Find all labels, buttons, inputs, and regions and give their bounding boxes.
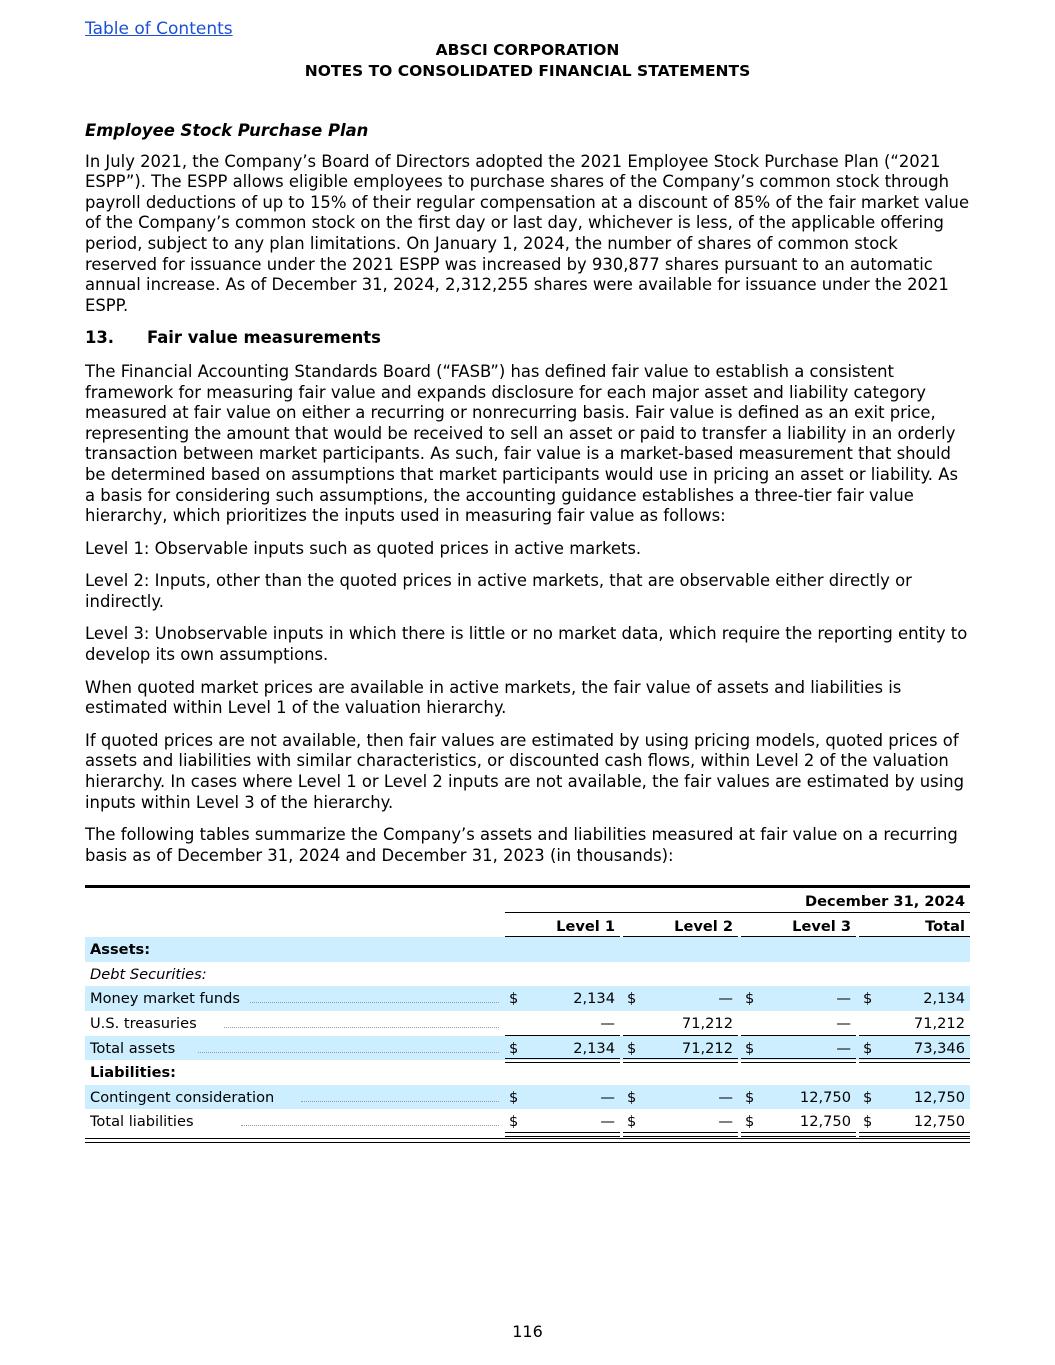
fv-paragraph-intro: The Financial Accounting Standards Board (“FASB”) has defined fair value to establish a consistent framework for measuring fair value and expands disclosure for each major asset and liability category measured at fair value on either a recurring or nonrecurring basis. Fair value is defined as an exit price, representing the amount that would be received to sell an asset or paid to transfer a liability in an orderly transaction between market participants. As such, fair value is a market-based measurement that should be determined based on assumptions that market participants would use in pricing an asset or liability. As a basis for considering such assumptions, the accounting guidance establishes a three-tier fair value hierarchy, which prioritizes the inputs used in measuring fair value as follows:	[85, 361, 958, 526]
table-row	[85, 962, 970, 987]
currency-symbol: $	[627, 1088, 637, 1106]
table-cell: 71,212	[913, 1014, 965, 1032]
statement-title: NOTES TO CONSOLIDATED FINANCIAL STATEMENTS	[304, 62, 751, 80]
period-header-row	[85, 888, 970, 913]
table-body	[85, 937, 970, 1134]
table-cell: —	[836, 1039, 851, 1057]
table-cell: 71,212	[681, 1039, 733, 1057]
row-label: Money market funds	[90, 990, 240, 1008]
row-leader	[198, 1052, 499, 1053]
cell-double-underline	[741, 1132, 856, 1137]
table-row	[85, 1011, 970, 1036]
table-cell: 2,134	[573, 1039, 615, 1057]
cell-double-underline	[505, 1132, 620, 1137]
row-label: Debt Securities:	[90, 965, 207, 983]
currency-symbol: $	[627, 1039, 637, 1057]
currency-symbol: $	[745, 1113, 755, 1131]
column-header: Level 1	[556, 917, 615, 935]
table-cell: —	[836, 1014, 851, 1032]
table-row	[85, 1085, 970, 1110]
column-header: Level 3	[792, 917, 851, 935]
row-leader	[241, 1125, 499, 1126]
table-cell: 71,212	[681, 1014, 733, 1032]
table-bottom-rule	[85, 1138, 970, 1143]
table-cell: —	[836, 990, 851, 1008]
cell-double-underline	[859, 1132, 970, 1137]
fv-paragraph-level2: Level 2: Inputs, other than the quoted prices in active markets, that are observable either directly or indirectly.	[85, 571, 912, 611]
row-leader	[301, 1101, 499, 1102]
espp-paragraph: In July 2021, the Company’s Board of Directors adopted the 2021 Employee Stock Purchase Plan (“2021 ESPP”). The ESPP allows eligible employees to purchase shares of the Company’s common stock through payroll deductions of up to 15% of their regular compensation at a discount of 85% of the fair market value of the Company’s common stock on the first day or last day, whichever is less, of the applicable offering period, subject to any plan limitations. On January 1, 2024, the number of shares of common stock reserved for issuance under the 2021 ESPP was increased by 930,877 shares pursuant to an automatic annual increase. As of December 31, 2024, 2,312,255 shares were available for issuance under the 2021 ESPP.	[85, 151, 970, 315]
row-leader	[250, 1002, 499, 1003]
table-cell: —	[718, 1088, 733, 1106]
page-number: 116	[512, 1322, 543, 1341]
column-header: Total	[925, 917, 965, 935]
row-label: Contingent consideration	[90, 1088, 275, 1106]
column-header: Level 2	[674, 917, 733, 935]
company-name: ABSCI CORPORATION	[435, 41, 620, 59]
fair-value-table	[85, 885, 970, 1134]
currency-symbol: $	[509, 1113, 519, 1131]
notes-content	[85, 121, 970, 878]
cell-double-underline	[623, 1132, 738, 1137]
table-cell: 12,750	[913, 1113, 965, 1131]
table-cell: 73,346	[913, 1039, 965, 1057]
fv-paragraph-quoted: When quoted market prices are available in active markets, the fair value of assets and liabilities is estimated within Level 1 of the valuation hierarchy.	[85, 677, 902, 718]
currency-symbol: $	[745, 1039, 755, 1057]
currency-symbol: $	[863, 1039, 873, 1057]
currency-symbol: $	[745, 990, 755, 1008]
currency-symbol: $	[509, 990, 519, 1008]
row-label: Total assets	[90, 1039, 176, 1057]
table-cell: —	[600, 1088, 615, 1106]
row-label: Liabilities:	[90, 1064, 177, 1082]
currency-symbol: $	[627, 1113, 637, 1131]
currency-symbol: $	[509, 1088, 519, 1106]
currency-symbol: $	[509, 1039, 519, 1057]
row-label: U.S. treasuries	[90, 1014, 197, 1032]
currency-symbol: $	[863, 1113, 873, 1131]
table-cell: 2,134	[573, 990, 615, 1008]
table-cell: 2,134	[923, 990, 965, 1008]
column-header-row	[85, 913, 970, 938]
table-cell: 12,750	[913, 1088, 965, 1106]
table-cell: 12,750	[799, 1113, 851, 1131]
currency-symbol: $	[627, 990, 637, 1008]
table-row	[85, 1060, 970, 1085]
fair-value-heading	[85, 328, 970, 349]
table-row	[85, 1036, 970, 1061]
currency-symbol: $	[863, 990, 873, 1008]
period-header: December 31, 2024	[805, 893, 965, 910]
espp-heading: Employee Stock Purchase Plan	[85, 121, 369, 140]
fv-paragraph-level1: Level 1: Observable inputs such as quoted prices in active markets.	[85, 538, 642, 558]
section-number: 13.	[85, 328, 115, 348]
currency-symbol: $	[863, 1088, 873, 1106]
table-cell: —	[600, 1113, 615, 1131]
table-of-contents-link[interactable]: Table of Contents	[85, 19, 233, 39]
table-cell: —	[718, 990, 733, 1008]
table-cell: 12,750	[799, 1088, 851, 1106]
fv-paragraph-level3: Level 3: Unobservable inputs in which there is little or no market data, which require the reporting entity to develop its own assumptions.	[85, 624, 968, 665]
table-row	[85, 937, 970, 962]
fv-paragraph-summary: The following tables summarize the Company’s assets and liabilities measured at fair value on a recurring basis as of December 31, 2024 and December 31, 2023 (in thousands):	[85, 825, 958, 865]
table-row	[85, 986, 970, 1011]
table-cell: —	[600, 1014, 615, 1032]
row-label: Assets:	[90, 941, 151, 959]
table-row	[85, 1109, 970, 1134]
table-cell: —	[718, 1113, 733, 1131]
currency-symbol: $	[745, 1088, 755, 1106]
row-label: Total liabilities	[90, 1113, 194, 1131]
section-title: Fair value measurements	[147, 328, 381, 348]
fv-paragraph-models: If quoted prices are not available, then fair values are estimated by using pricing models, quoted prices of assets and liabilities with similar characteristics, or discounted cash flows, within Level 2 of the valuation hierarchy. In cases where Level 1 or Level 2 inputs are not available, the fair values are estimated by using inputs within Level 3 of the hierarchy.	[85, 730, 965, 812]
row-leader	[224, 1027, 499, 1028]
